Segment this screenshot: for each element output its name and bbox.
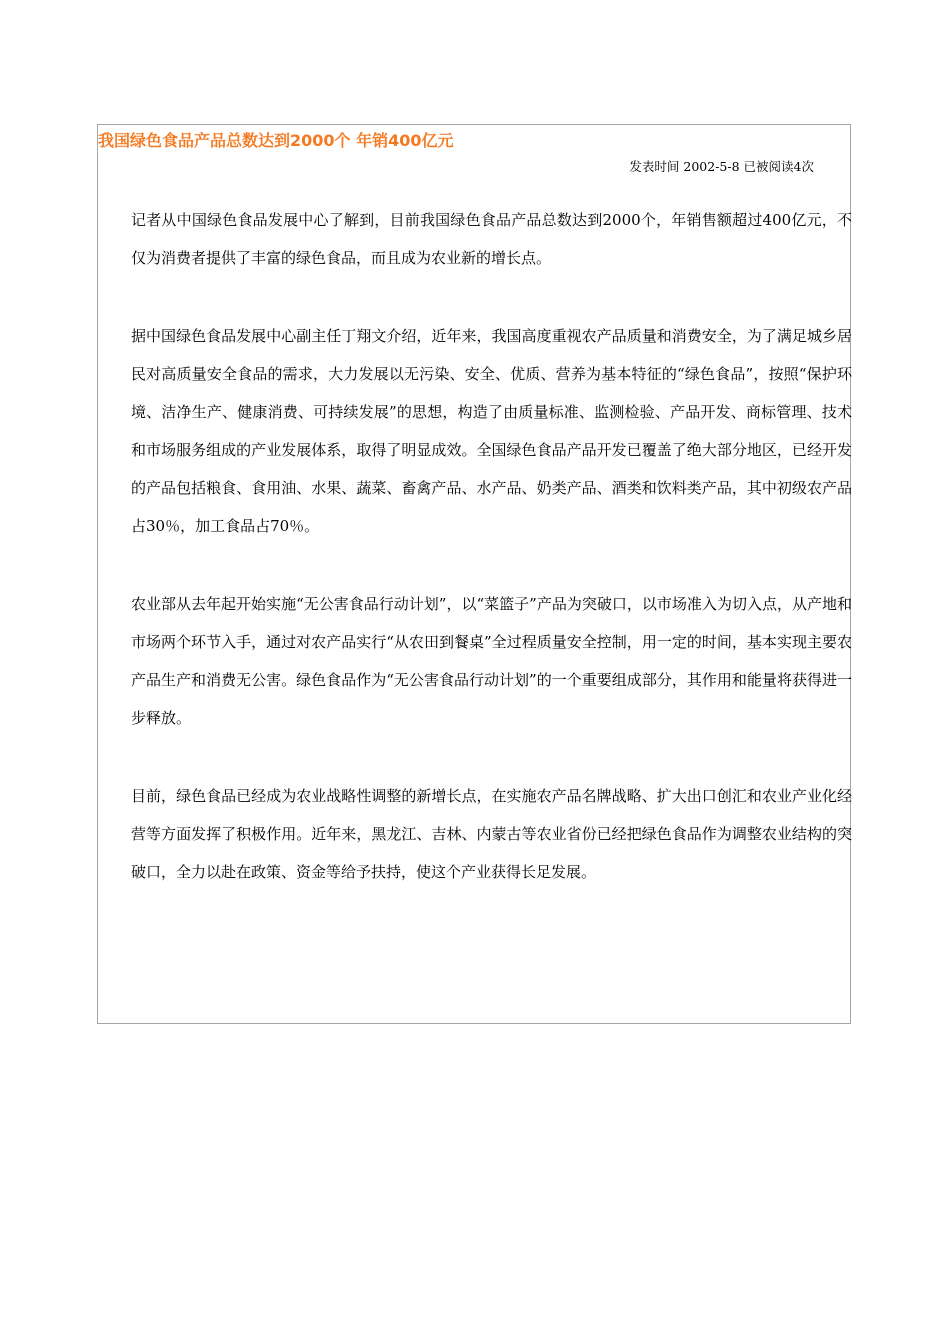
article-paragraph: 农业部从去年起开始实施“无公害食品行动计划”，以“菜篮子”产品为突破口，以市场准入为切入点，从产地和市场两个环节入手，通过对农产品实行“从农田到餐桌”全过程质量安全控制，用一定的时间，基本实现主要农产品生产和消费无公害。绿色食品作为“无公害食品行动计划”的一个重要组成部分，其作用和能量将获得进一步释放。: [131, 595, 852, 727]
article-meta: 发表时间 2002-5-8 已被阅读4次: [629, 159, 814, 174]
article-body: [131, 201, 852, 931]
article-paragraph: 目前，绿色食品已经成为农业战略性调整的新增长点，在实施农产品名牌战略、扩大出口创汇和农业产业化经营等方面发挥了积极作用。近年来，黑龙江、吉林、内蒙古等农业省份已经把绿色食品作为调整农业结构的突破口，全力以赴在政策、资金等给予扶持，使这个产业获得长足发展。: [131, 787, 852, 881]
article-paragraph: 记者从中国绿色食品发展中心了解到，目前我国绿色食品产品总数达到2000个，年销售额超过400亿元，不仅为消费者提供了丰富的绿色食品，而且成为农业新的增长点。: [131, 211, 852, 267]
article-title: 我国绿色食品产品总数达到2000个 年销400亿元: [98, 131, 454, 150]
article-paragraph: 据中国绿色食品发展中心副主任丁翔文介绍，近年来，我国高度重视农产品质量和消费安全，为了满足城乡居民对高质量安全食品的需求，大力发展以无污染、安全、优质、营养为基本特征的“绿色食品”，按照“保护环境、洁净生产、健康消费、可持续发展”的思想，构造了由质量标准、监测检验、产品开发、商标管理、技术和市场服务组成的产业发展体系，取得了明显成效。全国绿色食品产品开发已覆盖了绝大部分地区，已经开发的产品包括粮食、食用油、水果、蔬菜、畜禽产品、水产品、奶类产品、酒类和饮料类产品，其中初级农产品占30％，加工食品占70％。: [131, 327, 852, 535]
article-container: [97, 124, 851, 1024]
